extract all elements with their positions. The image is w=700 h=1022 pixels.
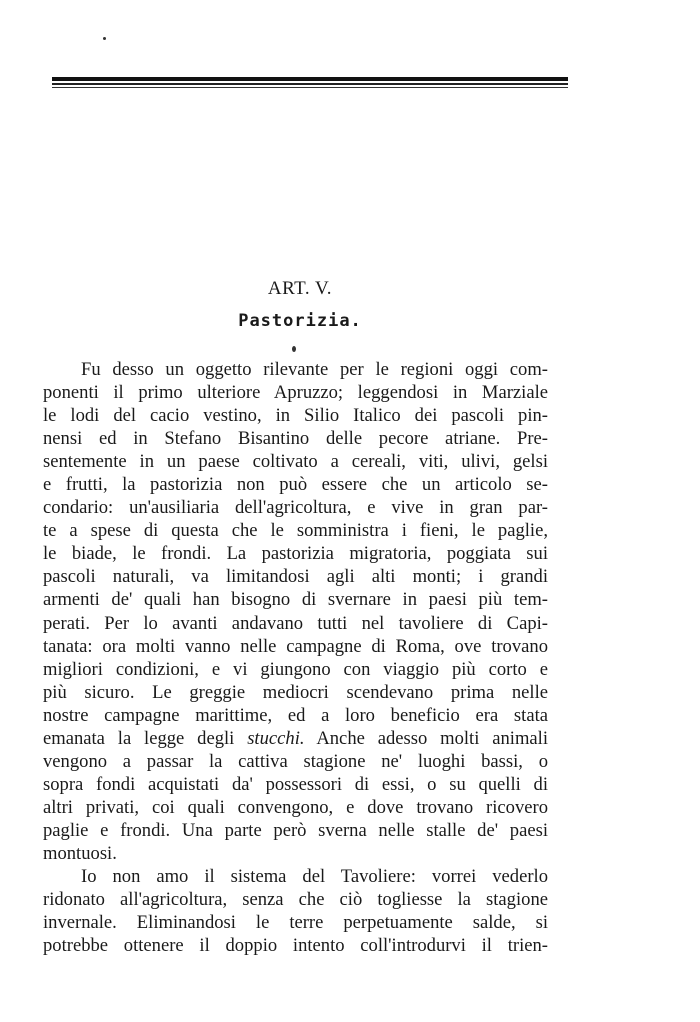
- text-line: armenti de' quali han bisogno di svernare in paesi più tem-: [43, 589, 548, 611]
- text-line: condario: un'ausiliaria dell'agricoltura, e vive in gran par-: [43, 497, 548, 519]
- text-line: le lodi del cacio vestino, in Silio Italico dei pascoli pin-: [43, 405, 548, 427]
- header-rule-thick: [52, 77, 568, 81]
- text-span: Anche adesso molti animali: [304, 727, 548, 749]
- paragraph-1: [43, 358, 548, 727]
- body-text: [43, 358, 548, 957]
- text-line: montuosi.: [43, 842, 117, 864]
- header-rule-thin: [52, 83, 568, 85]
- text-line: Io non amo il sistema del Tavoliere: vorrei vederlo: [81, 866, 548, 888]
- text-line: te a spese di questa che le somministra i fieni, le paglie,: [43, 520, 548, 542]
- text-line: paglie e frondi. Una parte però sverna nelle stalle de' paesi: [43, 819, 548, 841]
- italic-term: stucchi.: [247, 727, 305, 749]
- text-line: ponenti il primo ulteriore Apruzzo; leggendosi in Marziale: [43, 382, 548, 404]
- text-line: Fu desso un oggetto rilevante per le regioni oggi com-: [81, 359, 548, 380]
- article-number: ART. V.: [267, 278, 333, 299]
- text-line: migliori condizioni, e vi giungono con viaggio più corto e: [43, 658, 548, 680]
- scan-speck: [292, 346, 296, 352]
- text-line: nostre campagne marittime, ed a loro beneficio era stata: [43, 704, 548, 726]
- text-line: le biade, le frondi. La pastorizia migratoria, poggiata sui: [43, 543, 548, 565]
- section-title: Pastorizia.: [238, 311, 362, 331]
- text-line: e frutti, la pastorizia non può essere che un articolo se-: [43, 474, 548, 496]
- text-line: invernale. Eliminandosi le terre perpetuamente salde, si: [43, 912, 548, 934]
- scan-speck: [103, 37, 106, 40]
- text-line: sentemente in un paese coltivato a cereali, viti, ulivi, gelsi: [43, 451, 548, 473]
- text-line: [43, 727, 548, 750]
- text-line: perati. Per lo avanti andavano tutti nel tavoliere di Capi-: [43, 612, 548, 634]
- text-line: potrebbe ottenere il doppio intento coll'introdurvi il trien-: [43, 935, 548, 957]
- text-line: sopra fondi acquistati da' possessori di essi, o su quelli di: [43, 773, 548, 795]
- text-line: più sicuro. Le greggie mediocri scendevano prima nelle: [43, 681, 548, 703]
- text-line: tanata: ora molti vanno nelle campagne di Roma, ove trovano: [43, 635, 548, 657]
- text-line: nensi ed in Stefano Bisantino delle pecore atriane. Pre-: [43, 428, 548, 450]
- text-line: vengono a passar la cattiva stagione ne' luoghi bassi, o: [43, 750, 548, 772]
- text-line: altri privati, coi quali convengono, e dove trovano ricovero: [43, 796, 548, 818]
- header-rule-hairline: [52, 87, 568, 88]
- text-line: pascoli naturali, va limitandosi agli alti monti; i grandi: [43, 566, 548, 588]
- paragraph-2: [43, 865, 548, 957]
- paragraph-1-continued: [43, 750, 548, 865]
- text-span: emanata la legge degli: [43, 727, 248, 749]
- text-line: ridonato all'agricoltura, senza che ciò togliesse la stagione: [43, 889, 548, 911]
